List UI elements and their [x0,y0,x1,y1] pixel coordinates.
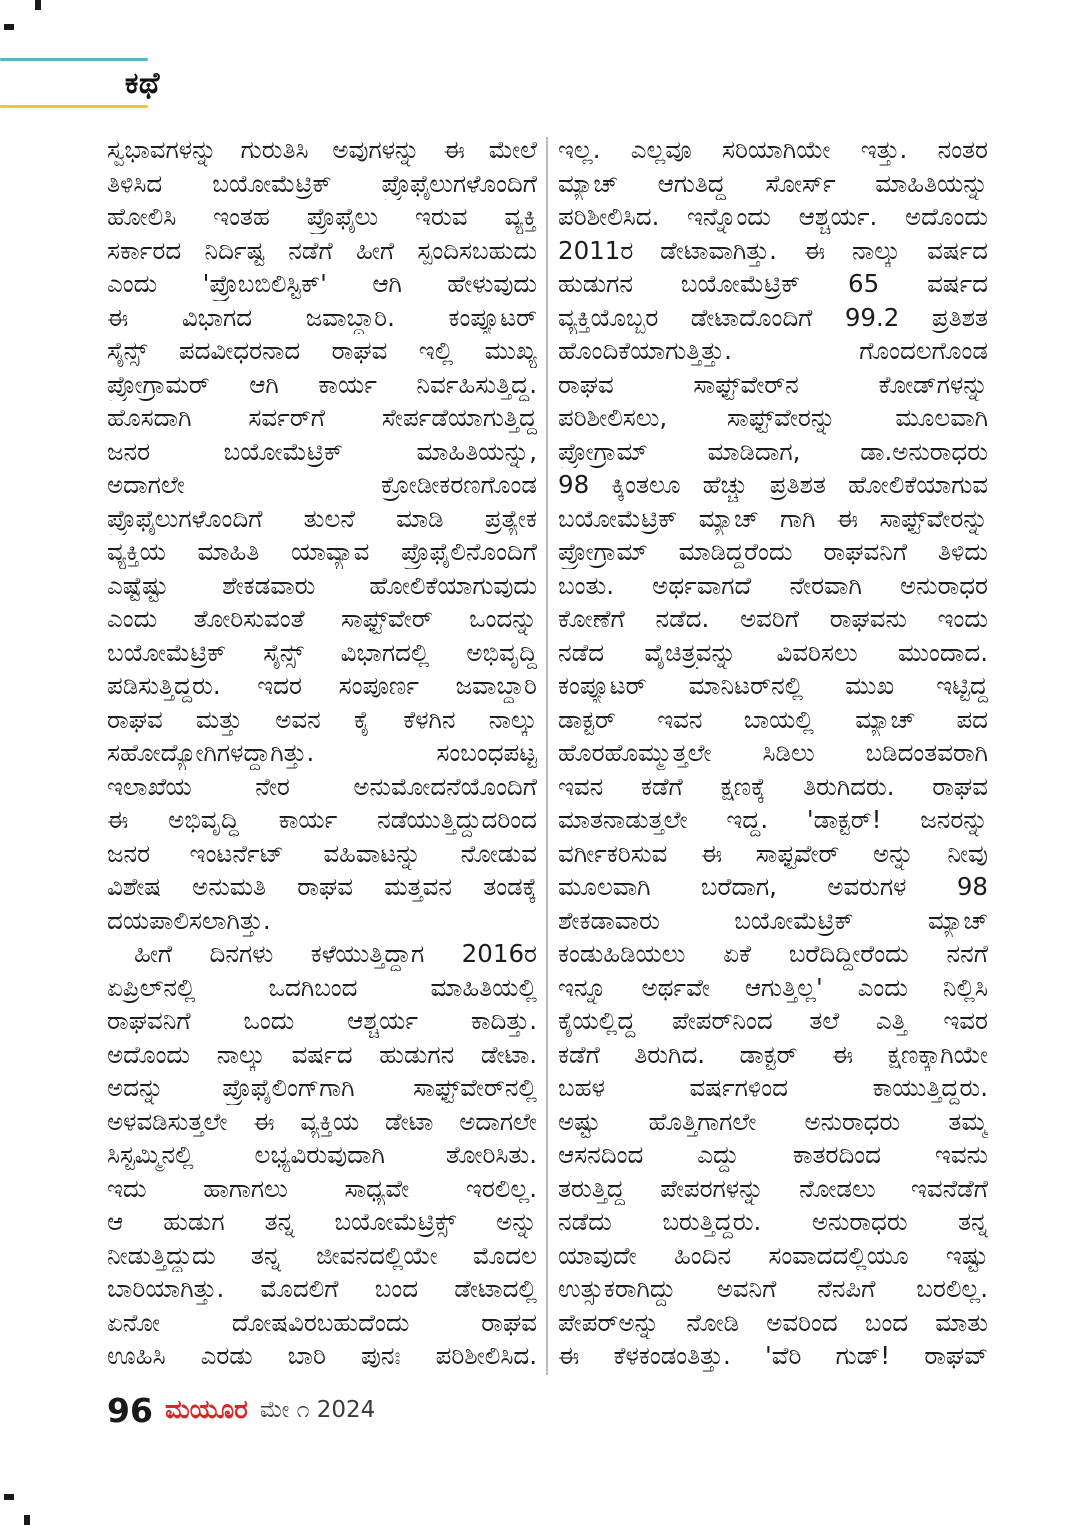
text-line: ಹೊಂದಿಕೆಯಾಗುತ್ತಿತ್ತು. ಗೊಂದಲಗೊಂಡ [558,336,988,365]
left-text-column [107,133,537,1373]
text-line: ಇಲ್ಲ. ಎಲ್ಲವೂ ಸರಿಯಾಗಿಯೇ ಇತ್ತು. ನಂತರ [558,135,988,164]
text-line: ಊಹಿಸಿ ಎರಡು ಬಾರಿ ಪುನಃ ಪರಿಶೀಲಿಸಿದ. [107,1341,537,1370]
text-line: ಕಡೆಗೆ ತಿರುಗಿದ. ಡಾಕ್ಟರ್ ಈ ಕ್ಷಣಕ್ಕಾಗಿಯೇ [558,1039,988,1069]
text-line: ಪರಿಶೀಲಿಸಲು, ಸಾಫ್ಟ್‌ವೇರನ್ನು ಮೂಲವಾಗಿ [558,403,988,432]
text-line: ಪ್ರೋಗ್ರಾಮ್ ಮಾಡಿದ್ದರೆಂದು ರಾಘವನಿಗೆ ತಿಳಿದು [558,537,988,566]
text-line: ತಿಳಿಸಿದ ಬಯೋಮೆಟ್ರಿಕ್ ಪ್ರೊಫೈಲುಗಳೊಂದಿಗೆ [107,168,537,198]
text-line: ಪ್ರೋಗ್ರಾಮರ್ ಆಗಿ ಕಾರ್ಯ ನಿರ್ವಹಿಸುತ್ತಿದ್ದ. [107,369,537,399]
text-line: ಪಡಿಸುತ್ತಿದ್ದರು. ಇದರ ಸಂಪೂರ್ಣ ಜವಾಬ್ದಾರಿ [107,671,537,700]
text-line: ಹೀಗೆ ದಿನಗಳು ಕಳೆಯುತ್ತಿದ್ದಾಗ 2016ರ [134,939,537,968]
text-line: ಯಾವುದೇ ಹಿಂದಿನ ಸಂವಾದದಲ್ಲಿಯೂ ಇಷ್ಟು [558,1240,988,1270]
text-line: ಕಂಡುಹಿಡಿಯಲು ಏಕೆ ಬರೆದಿದ್ದೀರೆಂದು ನನಗೆ [558,939,988,968]
text-line: ಕೈಯಲ್ಲಿದ್ದ ಪೇಪರ್‌ನಿಂದ ತಲೆ ಎತ್ತಿ ಇವರ [558,1006,988,1035]
text-line: ಬಯೋಮೆಟ್ರಿಕ್ ಸೈನ್ಸ್ ವಿಭಾಗದಲ್ಲಿ ಅಭಿವೃದ್ಧಿ [107,637,537,667]
text-line: ಅದಾಗಲೇ ಕ್ರೋಡೀಕರಣಗೊಂಡ [107,470,537,499]
text-line: ಅದೊಂದು ನಾಲ್ಕು ವರ್ಷದ ಹುಡುಗನ ಡೇಟಾ. [107,1039,537,1069]
text-line: ಮ್ಯಾಚ್ ಆಗುತಿದ್ದ ಸೋರ್ಸ್ ಮಾಹಿತಿಯನ್ನು [558,168,988,198]
text-line: ಉತ್ಸುಕರಾಗಿದ್ದು ಅವನಿಗೆ ನೆನಪಿಗೆ ಬರಲಿಲ್ಲ. [558,1274,988,1303]
header-rule-cyan [0,58,148,61]
text-line: ನಡೆದು ಬರುತ್ತಿದ್ದರು. ಅನುರಾಧರು ತನ್ನ [558,1207,988,1236]
text-line: ಪ್ರೊಫೈಲುಗಳೊಂದಿಗೆ ತುಲನೆ ಮಾಡಿ ಪ್ರತ್ಯೇಕ [107,503,537,533]
text-line: ಸೈನ್ಸ್ ಪದವೀಧರನಾದ ರಾಘವ ಇಲ್ಲಿ ಮುಖ್ಯ [107,336,537,365]
registration-mark-icon [4,24,14,30]
text-line: ರಾಘವ ಮತ್ತು ಅವನ ಕೈ ಕೆಳಗಿನ ನಾಲ್ಕು [107,704,537,734]
magazine-name: ಮಯೂರ [164,1394,248,1425]
text-line: ಮೂಲವಾಗಿ ಬರೆದಾಗ, ಅವರುಗಳ 98 [558,872,988,901]
text-line: ಇದು ಹಾಗಾಗಲು ಸಾಧ್ಯವೇ ಇರಲಿಲ್ಲ. [107,1173,537,1203]
text-line: 98 ಕ್ಕಿಂತಲೂ ಹೆಚ್ಚು ಪ್ರತಿಶತ ಹೋಲಿಕೆಯಾಗುವ [558,470,988,499]
text-line: ಡಾಕ್ಟರ್ ಇವನ ಬಾಯಲ್ಲಿ ಮ್ಯಾಚ್ ಪದ [558,704,988,734]
text-line: ಬಹಳ ವರ್ಷಗಳಿಂದ ಕಾಯುತ್ತಿದ್ದರು. [558,1073,988,1102]
text-line: ಅಷ್ಟು ಹೊತ್ತಿಗಾಗಲೇ ಅನುರಾಧರು ತಮ್ಮ [558,1106,988,1136]
right-text-column [558,133,988,1373]
text-line: ಈ ಕೆಳಕಂಡಂತಿತ್ತು. 'ವೆರಿ ಗುಡ್! ರಾಘವ್ [558,1341,988,1370]
text-line: ವ್ಯಕ್ತಿಯ ಮಾಹಿತಿ ಯಾವ್ಯಾವ ಪ್ರೊಫೈಲಿನೊಂದಿಗೆ [107,537,537,566]
text-line: ಇಲಾಖೆಯ ನೇರ ಅನುಮೋದನೆಯೊಂದಿಗೆ [107,771,537,801]
text-line: ಶೇಕಡಾವಾರು ಬಯೋಮೆಟ್ರಿಕ್ ಮ್ಯಾಚ್ [558,905,988,935]
text-line: ಮಾತನಾಡುತ್ತಲೇ ಇದ್ದ. 'ಡಾಕ್ಟರ್! ಜನರನ್ನು [558,805,988,834]
text-line: ಬಂತು. ಅರ್ಥವಾಗದೆ ನೇರವಾಗಿ ಅನುರಾಧರ [558,570,988,600]
text-line: ಪೇಪರ್‌ಅನ್ನು ನೋಡಿ ಅವರಿಂದ ಬಂದ ಮಾತು [558,1307,988,1337]
text-line: ಇವನ ಕಡೆಗೆ ಕ್ಷಣಕ್ಕೆ ತಿರುಗಿದರು. ರಾಘವ [558,771,988,801]
text-line: ಪರಿಶೀಲಿಸಿದ. ಇನ್ನೊಂದು ಆಶ್ಚರ್ಯ. ಅದೊಂದು [558,202,988,231]
text-line: 2011ರ ಡೇಟಾವಾಗಿತ್ತು. ಈ ನಾಲ್ಕು ವರ್ಷದ [558,235,988,265]
text-line: ಬಯೋಮೆಟ್ರಿಕ್ ಮ್ಯಾಚ್ ಗಾಗಿ ಈ ಸಾಫ್ಟ್‌ವೇರನ್ನು [558,503,988,533]
text-line: ಕೋಣೆಗೆ ನಡೆದ. ಅವರಿಗೆ ರಾಘವನು ಇಂದು [558,604,988,633]
registration-mark-icon [24,1515,30,1525]
text-line: ಅಳವಡಿಸುತ್ತಲೇ ಈ ವ್ಯಕ್ತಿಯ ಡೇಟಾ ಅದಾಗಲೇ [107,1106,537,1136]
text-line: ಏಪ್ರಿಲ್‌ನಲ್ಲಿ ಒದಗಿಬಂದ ಮಾಹಿತಿಯಲ್ಲಿ [107,972,537,1002]
text-line: ನೀಡುತ್ತಿದ್ದುದು ತನ್ನ ಜೀವನದಲ್ಲಿಯೇ ಮೊದಲ [107,1240,537,1270]
text-line: ಎಷ್ಟೆಷ್ಟು ಶೇಕಡವಾರು ಹೋಲಿಕೆಯಾಗುವುದು [107,570,537,600]
text-line: ಜನರ ಇಂಟರ್ನೆಟ್ ವಹಿವಾಟನ್ನು ನೋಡುವ [107,838,537,868]
text-line: ಎಂದು ತೋರಿಸುವಂತೆ ಸಾಫ್ಟ್‌ವೇರ್ ಒಂದನ್ನು [107,604,537,633]
text-line: ಏನೋ ದೋಷವಿರಬಹುದೆಂದು ರಾಘವ [107,1307,537,1337]
text-line: ಆ ಹುಡುಗ ತನ್ನ ಬಯೋಮೆಟ್ರಿಕ್ಸ್ ಅನ್ನು [107,1207,537,1236]
header-rule-yellow [0,105,148,108]
text-line: ರಾಘವ ಸಾಫ್ಟ್‌ವೇರ್‌ನ ಕೋಡ್‌ಗಳನ್ನು [558,369,988,399]
text-line: ಈ ಅಭಿವೃದ್ಧಿ ಕಾರ್ಯ ನಡೆಯುತ್ತಿದ್ದುದರಿಂದ [107,805,537,834]
text-line: ವರ್ಗೀಕರಿಸುವ ಈ ಸಾಫ್ಟವೇರ್ ಅನ್ನು ನೀವು [558,838,988,868]
registration-mark-icon [4,1494,14,1500]
section-title: ಕಥೆ [124,66,160,101]
text-line: ಸಹೋದ್ಯೋಗಿಗಳದ್ದಾಗಿತ್ತು. ಸಂಬಂಧಪಟ್ಟ [107,738,537,767]
column-divider [546,137,548,1375]
text-line: ಕಂಪ್ಯೂಟರ್ ಮಾನಿಟರ್‌ನಲ್ಲಿ ಮುಖ ಇಟ್ಟಿದ್ದ [558,671,988,700]
text-line: ಹೊರಹೊಮ್ಮುತ್ತಲೇ ಸಿಡಿಲು ಬಡಿದಂತವರಾಗಿ [558,738,988,767]
text-line: ಆಸನದಿಂದ ಎದ್ದು ಕಾತರದಿಂದ ಇವನು [558,1140,988,1169]
text-line: ಪ್ರೋಗ್ರಾಮ್ ಮಾಡಿದಾಗ, ಡಾ.ಅನುರಾಧರು [558,436,988,466]
text-line: ಜನರ ಬಯೋಮೆಟ್ರಿಕ್ ಮಾಹಿತಿಯನ್ನು, [107,436,537,466]
text-line: ರಾಘವನಿಗೆ ಒಂದು ಆಶ್ಚರ್ಯ ಕಾದಿತ್ತು. [107,1006,537,1035]
issue-date: ಮೇ ೧ 2024 [259,1397,376,1423]
text-line: ಹೋಲಿಸಿ ಇಂತಹ ಪ್ರೊಫೈಲು ಇರುವ ವ್ಯಕ್ತಿ [107,202,537,231]
text-line: ಬಾರಿಯಾಗಿತ್ತು. ಮೊದಲಿಗೆ ಬಂದ ಡೇಟಾದಲ್ಲಿ [107,1274,537,1303]
text-line: ಸ್ವಭಾವಗಳನ್ನು ಗುರುತಿಸಿ ಅವುಗಳನ್ನು ಈ ಮೇಲೆ [107,135,537,164]
registration-mark-icon [35,0,41,10]
text-line: ಅದನ್ನು ಪ್ರೊಫೈಲಿಂಗ್‌ಗಾಗಿ ಸಾಫ್ಟ್‌ವೇರ್‌ನಲ್ಲಿ [107,1073,537,1102]
page-number: 96 [107,1390,153,1430]
text-line: ಈ ವಿಭಾಗದ ಜವಾಬ್ದಾರಿ. ಕಂಪ್ಯೂಟರ್ [107,302,537,332]
text-line: ನಡೆದ ವೈಚಿತ್ರ್ಯವನ್ನು ವಿವರಿಸಲು ಮುಂದಾದ. [558,637,988,667]
text-line: ಹೊಸದಾಗಿ ಸರ್ವರ್‌ಗೆ ಸೇರ್ಪಡೆಯಾಗುತ್ತಿದ್ದ [107,403,537,432]
text-line: ಇನ್ನೂ ಅರ್ಥವೇ ಆಗುತ್ತಿಲ್ಲ' ಎಂದು ನಿಲ್ಲಿಸಿ [558,972,988,1002]
text-line: ಹುಡುಗನ ಬಯೋಮೆಟ್ರಿಕ್ 65 ವರ್ಷದ [558,269,988,298]
page-footer [107,1388,375,1432]
text-line: ಸರ್ಕಾರದ ನಿರ್ದಿಷ್ಟ ನಡೆಗೆ ಹೀಗೆ ಸ್ಪಂದಿಸಬಹುದು [107,235,537,265]
text-line: ತರುತ್ತಿದ್ದ ಪೇಪರಗಳನ್ನು ನೋಡಲು ಇವನೆಡೆಗೆ [558,1173,988,1203]
text-line: ವಿಶೇಷ ಅನುಮತಿ ರಾಘವ ಮತ್ತವನ ತಂಡಕ್ಕೆ [107,872,537,901]
text-line: ಎಂದು 'ಪ್ರೊಬಬಿಲಿಸ್ಟಿಕ್' ಆಗಿ ಹೇಳುವುದು [107,269,537,298]
text-line: ದಯಪಾಲಿಸಲಾಗಿತ್ತು. [107,905,271,935]
text-line: ಸಿಸ್ಟಮ್ಮಿನಲ್ಲಿ ಲಭ್ಯವಿರುವುದಾಗಿ ತೋರಿಸಿತು. [107,1140,537,1169]
text-line: ವ್ಯಕ್ತಿಯೊಬ್ಬರ ಡೇಟಾದೊಂದಿಗೆ 99.2 ಪ್ರತಿಶತ [558,302,988,332]
